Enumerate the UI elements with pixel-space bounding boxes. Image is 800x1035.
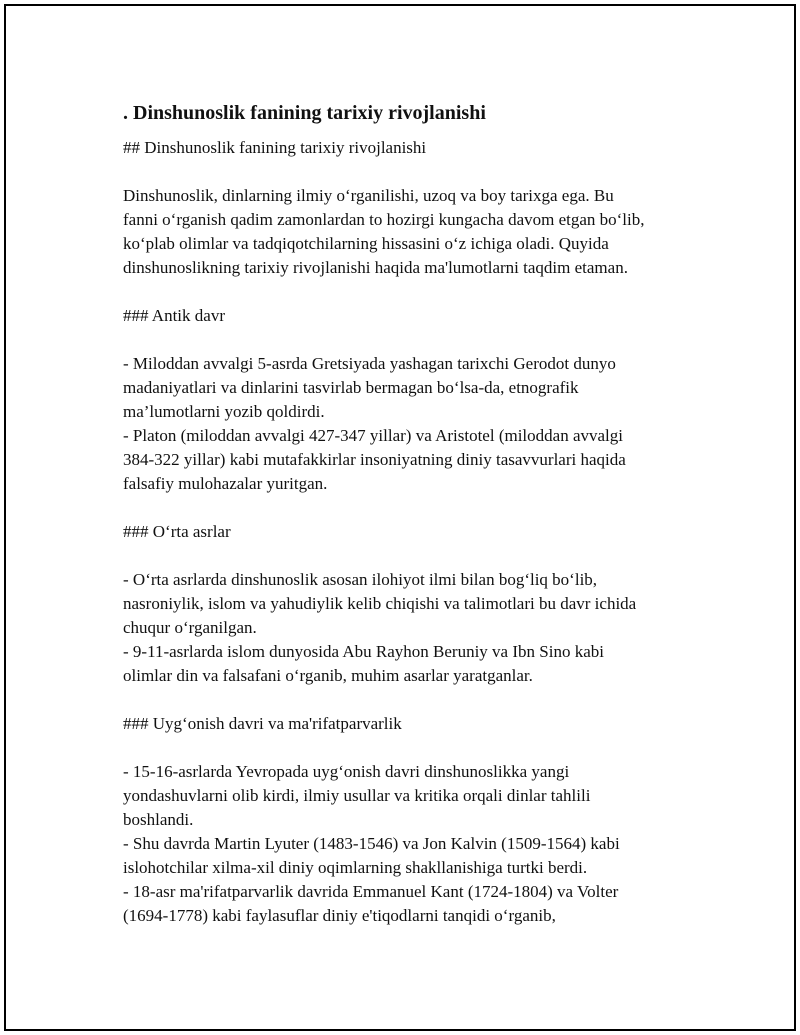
section-heading: ### O‘rta asrlar xyxy=(123,522,231,541)
document-body xyxy=(123,99,723,928)
list-item-line: - Miloddan avvalgi 5-asrda Gretsiyada yashagan tarixchi Gerodot dunyo xyxy=(123,354,616,373)
paragraph-line: olimlar din va falsafani o‘rganib, muhim asarlar yaratganlar. xyxy=(123,666,533,685)
blank-line xyxy=(123,736,723,760)
blank-line xyxy=(123,328,723,352)
list-item-line: - O‘rta asrlarda dinshunoslik asosan ilohiyot ilmi bilan bog‘liq bo‘lib, xyxy=(123,570,598,589)
document-title: . Dinshunoslik fanining tarixiy rivojlanishi xyxy=(123,102,486,124)
list-item-line: - Shu davrda Martin Lyuter (1483-1546) va Jon Kalvin (1509-1564) kabi xyxy=(123,834,620,853)
list-item-line: - 9-11-asrlarda islom dunyosida Abu Rayhon Beruniy va Ibn Sino kabi xyxy=(123,642,604,661)
paragraph-line: ma’lumotlarni yozib qoldirdi. xyxy=(123,402,325,421)
document-page xyxy=(4,4,796,1031)
list-item-line: - 18-asr ma'rifatparvarlik davrida Emmanuel Kant (1724-1804) va Volter xyxy=(123,882,619,901)
paragraph-line: boshlandi. xyxy=(123,810,194,829)
subheading: ## Dinshunoslik fanining tarixiy rivojlanishi xyxy=(123,138,427,157)
paragraph-line: dinshunoslikning tarixiy rivojlanishi haqida ma'lumotlarni taqdim etaman. xyxy=(123,258,628,277)
blank-line xyxy=(123,160,723,184)
paragraph-line: falsafiy mulohazalar yuritgan. xyxy=(123,474,328,493)
document-text xyxy=(123,136,723,928)
paragraph-line: madaniyatlari va dinlarini tasvirlab bermagan bo‘lsa-da, etnografik xyxy=(123,378,579,397)
blank-line xyxy=(123,688,723,712)
paragraph-line: 384-322 yillar) kabi mutafakkirlar insoniyatning diniy tasavvurlari haqida xyxy=(123,450,626,469)
list-item-line: - Platon (miloddan avvalgi 427-347 yillar) va Aristotel (miloddan avvalgi xyxy=(123,426,623,445)
paragraph-line: Dinshunoslik, dinlarning ilmiy o‘rganilishi, uzoq va boy tarixga ega. Bu xyxy=(123,186,614,205)
paragraph-line: nasroniylik, islom va yahudiylik kelib chiqishi va talimotlari bu davr ichida xyxy=(123,594,637,613)
paragraph-line: (1694-1778) kabi faylasuflar diniy e'tiqodlarni tanqidi o‘rganib, xyxy=(123,906,556,925)
blank-line xyxy=(123,280,723,304)
paragraph-line: yondashuvlarni olib kirdi, ilmiy usullar va kritika orqali dinlar tahlili xyxy=(123,786,591,805)
paragraph-line: islohotchilar xilma-xil diniy oqimlarning shakllanishiga turtki berdi. xyxy=(123,858,588,877)
blank-line xyxy=(123,544,723,568)
section-heading: ### Antik davr xyxy=(123,306,225,325)
section-heading: ### Uyg‘onish davri va ma'rifatparvarlik xyxy=(123,714,402,733)
paragraph-line: fanni o‘rganish qadim zamonlardan to hozirgi kungacha davom etgan bo‘lib, xyxy=(123,210,645,229)
paragraph-line: chuqur o‘rganilgan. xyxy=(123,618,257,637)
blank-line xyxy=(123,496,723,520)
paragraph-line: ko‘plab olimlar va tadqiqotchilarning hissasini o‘z ichiga oladi. Quyida xyxy=(123,234,609,253)
list-item-line: - 15-16-asrlarda Yevropada uyg‘onish davri dinshunoslikka yangi xyxy=(123,762,570,781)
